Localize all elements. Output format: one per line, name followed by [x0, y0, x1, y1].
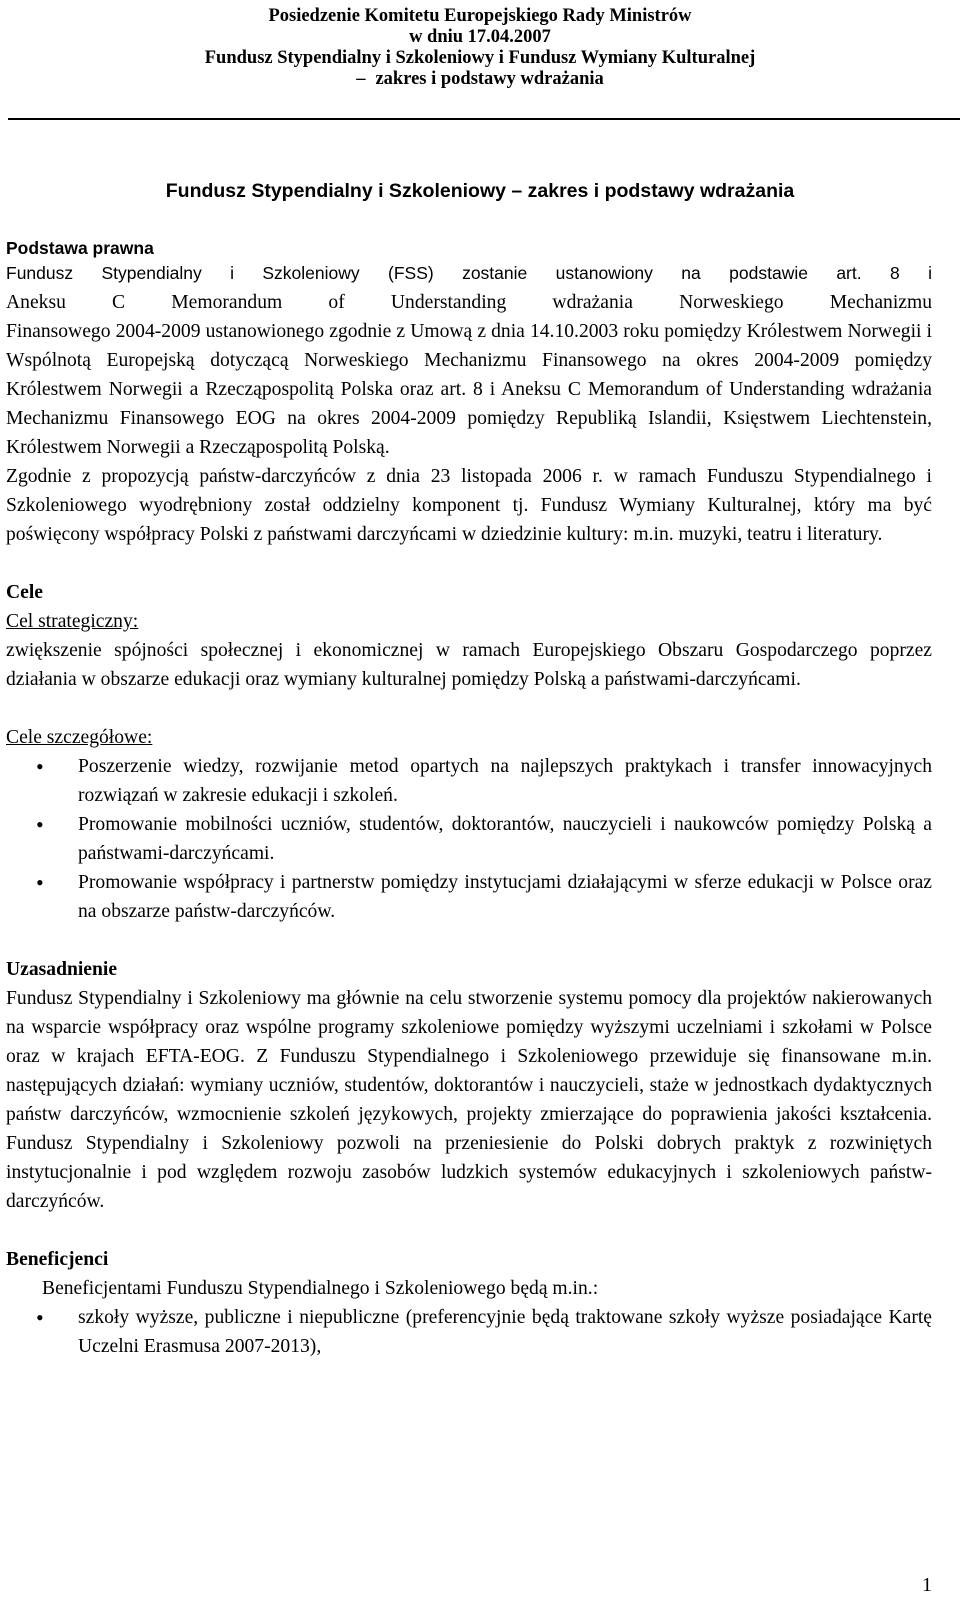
page-number: 1	[922, 1574, 932, 1596]
legal-basis-line-2: Aneksu C Memorandum of Understanding wdrażania Norweskiego Mechanizmu	[6, 292, 932, 313]
header-line-3: Fundusz Stypendialny i Szkoleniowy i Fundusz Wymiany Kulturalnej	[204, 48, 756, 68]
spacer	[6, 926, 932, 955]
legal-basis-paragraph-2: Zgodnie z propozycją państw-darczyńców z dnia 23 listopada 2006 r. w ramach Funduszu Stypendialnego i Szkoleniowego wyodrębniony został oddzielny komponent tj. Fundusz Wymiany Kulturalnej, który ma być poświęcony współpracy Polski z państwami darczyńcami w dziedzinie kultury: m.in. muzyki, teatru i literatury.	[6, 466, 932, 545]
header-line-4	[0, 69, 960, 90]
legal-basis-line-1: Fundusz Stypendialny i Szkoleniowy (FSS) zostanie ustanowiony na podstawie art. 8 i	[6, 263, 932, 283]
list-item: • Poszerzenie wiedzy, rozwijanie metod opartych na najlepszych praktykach i transfer innowacyjnych rozwiązań w zakresie edukacji i szkoleń.	[6, 752, 932, 810]
detailed-goals-list	[6, 752, 932, 926]
legal-basis-heading: Podstawa prawna	[6, 238, 154, 258]
spacer	[6, 549, 932, 578]
document-title: Fundusz Stypendialny i Szkoleniowy – zakres i podstawy wdrażania	[165, 180, 795, 202]
document-body	[6, 237, 932, 1361]
list-item: • szkoły wyższe, publiczne i niepubliczne (preferencyjnie będą traktowane szkoły wyższe posiadające Kartę Uczelni Erasmusa 2007-2013),	[6, 1303, 932, 1361]
header-line-1: Posiedzenie Komitetu Europejskiego Rady Ministrów	[268, 6, 692, 26]
list-item: • Promowanie mobilności uczniów, studentów, doktorantów, nauczycieli i naukowców pomiędzy Polską a państwami-darczyńcami.	[6, 810, 932, 868]
document-header	[0, 6, 960, 90]
justification-text: Fundusz Stypendialny i Szkoleniowy ma głównie na celu stworzenie systemu pomocy dla projektów nakierowanych na wsparcie współpracy oraz wspólne programy szkoleniowe pomiędzy wyższymi uczelniami i szkołami w Polsce oraz w krajach EFTA-EOG. Z Funduszu Stypendialnego i Szkoleniowego przewiduje się finansowane m.in. następujących działań: wymiany uczniów, studentów, doktorantów i nauczycieli, staże w jednostkach dydaktycznych państw darczyńców, wzmocnienie szkoleń językowych, projekty zmierzające do poprawienia jakości kształcenia. Fundusz Stypendialny i Szkoleniowy pozwoli na przeniesienie do Polski dobrych praktyk z rozwiniętych instytucjonalnie i pod względem rozwoju zasobów ludzkich systemów edukacyjnych i szkoleniowych państw-darczyńców.	[6, 988, 932, 1212]
legal-basis-paragraph: Finansowego 2004-2009 ustanowionego zgodnie z Umową z dnia 14.10.2003 roku pomiędzy Królestwem Norwegii i Wspólnotą Europejską dotyczącą Norweskiego Mechanizmu Finansowego na okres 2004-2009 pomiędzy Królestwem Norwegii a Rzecząpospolitą Polska oraz art. 8 i Aneksu C Memorandum of Understanding wdrażania Mechanizmu Finansowego EOG na okres 2004-2009 pomiędzy Republiką Islandii, Księstwem Liechtenstein, Królestwem Norwegii a Rzecząpospolitą Polską.	[6, 321, 932, 458]
spacer	[6, 1216, 932, 1245]
detailed-goals-heading: Cele szczegółowe:	[6, 727, 153, 748]
justification-heading: Uzasadnienie	[6, 959, 118, 980]
header-line-4-text: zakres i podstawy wdrażania	[375, 69, 604, 89]
beneficiaries-intro: Beneficjentami Funduszu Stypendialnego i Szkoleniowego będą m.in.:	[42, 1278, 599, 1299]
beneficiaries-heading: Beneficjenci	[6, 1249, 109, 1270]
list-item: • Promowanie współpracy i partnerstw pomiędzy instytucjami działającymi w sferze edukacji w Polsce oraz na obszarze państw-darczyńców.	[6, 868, 932, 926]
spacer	[6, 694, 932, 723]
strategic-goal-heading: Cel strategiczny:	[6, 611, 139, 632]
header-divider	[8, 118, 960, 120]
header-line-2: w dniu 17.04.2007	[409, 27, 551, 47]
goals-heading: Cele	[6, 582, 43, 603]
beneficiaries-list	[6, 1303, 932, 1361]
strategic-goal-text: zwiększenie spójności społecznej i ekonomicznej w ramach Europejskiego Obszaru Gospodarczego poprzez działania w obszarze edukacji oraz wymiany kulturalnej pomiędzy Polską a państwami-darczyńcami.	[6, 640, 932, 690]
header-dash: –	[356, 69, 366, 89]
